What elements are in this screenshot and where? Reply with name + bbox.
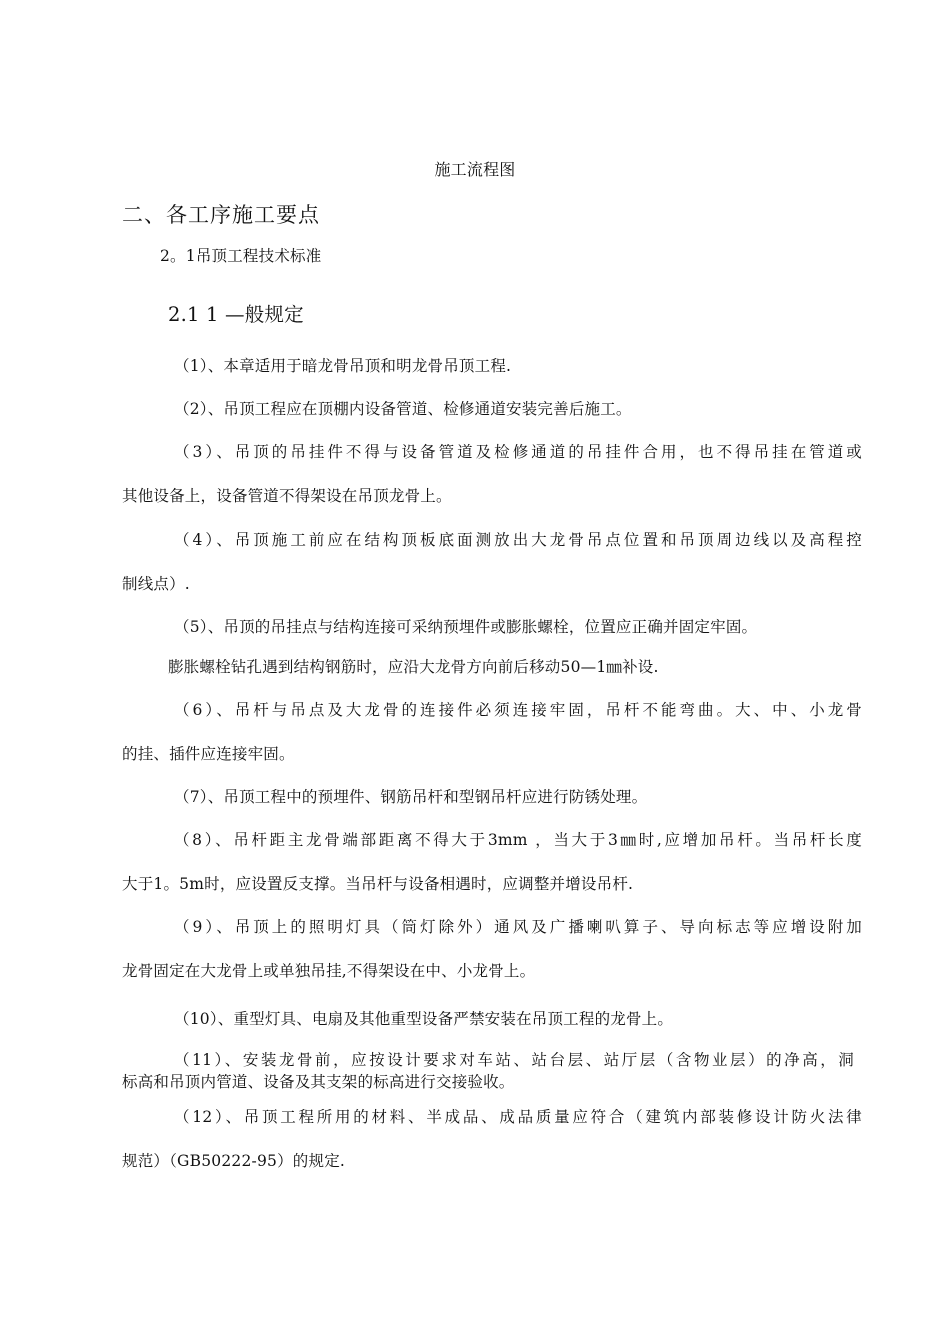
paragraph-8-line-1: （8）、吊杆距主龙骨端部距离不得大于3mm ，当大于3㎜时,应增加吊杆。当吊杆长度 — [174, 831, 862, 849]
paragraph-5-line-2: 膨胀螺栓钻孔遇到结构钢筋时，应沿大龙骨方向前后移动50—1㎜补设. — [168, 658, 659, 676]
paragraph-3-line-1: （3）、吊顶的吊挂件不得与设备管道及检修通道的吊挂件合用，也不得吊挂在管道或 — [174, 443, 862, 461]
paragraph-3-line-2: 其他设备上，设备管道不得架设在吊顶龙骨上。 — [122, 487, 452, 505]
paragraph-12-line-2: 规范）（GB50222-95）的规定. — [122, 1152, 346, 1170]
paragraph-9-line-2: 龙骨固定在大龙骨上或单独吊挂,不得架设在中、小龙骨上。 — [122, 962, 536, 980]
subsection-heading: 2。1吊顶工程技术标准 — [160, 247, 322, 265]
paragraph-4-line-1: （4）、吊顶施工前应在结构顶板底面测放出大龙骨吊点位置和吊顶周边线以及高程控 — [174, 531, 862, 549]
paragraph-12-line-1: （12）、吊顶工程所用的材料、半成品、成品质量应符合（建筑内部装修设计防火法律 — [174, 1108, 862, 1126]
paragraph-10-line-1: （10）、重型灯具、电扇及其他重型设备严禁安装在吊顶工程的龙骨上。 — [174, 1010, 674, 1028]
paragraph-6-line-1: （6）、吊杆与吊点及大龙骨的连接件必须连接牢固，吊杆不能弯曲。大、中、小龙骨 — [174, 701, 862, 719]
paragraph-11-line-1: （11）、安装龙骨前，应按设计要求对车站、站台层、站厅层（含物业层）的净高，洞 — [174, 1051, 854, 1069]
paragraph-4-line-2: 制线点）. — [122, 575, 190, 593]
paragraph-7-line-1: （7）、吊顶工程中的预埋件、钢筋吊杆和型钢吊杆应进行防锈处理。 — [174, 788, 648, 806]
paragraph-6-line-2: 的挂、插件应连接牢固。 — [122, 745, 295, 763]
figure-caption: 施工流程图 — [434, 160, 516, 179]
paragraph-2-line-1: （2）、吊顶工程应在顶棚内设备管道、检修通道安装完善后施工。 — [174, 400, 632, 418]
paragraph-1-line-1: （1）、本章适用于暗龙骨吊顶和明龙骨吊顶工程. — [174, 357, 512, 375]
paragraph-9-line-1: （9）、吊顶上的照明灯具（筒灯除外）通风及广播喇叭算子、导向标志等应增设附加 — [174, 918, 862, 936]
sub-subsection-heading: 2.1 1 —般规定 — [168, 303, 304, 326]
paragraph-8-line-2: 大于1。5m时，应设置反支撑。当吊杆与设备相遇时，应调整并增设吊杆. — [122, 875, 634, 893]
section-heading: 二、各工序施工要点 — [122, 203, 320, 227]
paragraph-11-line-2: 标高和吊顶内管道、设备及其支架的标高进行交接验收。 — [122, 1073, 515, 1091]
paragraph-5-line-1: （5）、吊顶的吊挂点与结构连接可采纳预埋件或膨胀螺栓，位置应正确并固定牢固。 — [174, 618, 758, 636]
